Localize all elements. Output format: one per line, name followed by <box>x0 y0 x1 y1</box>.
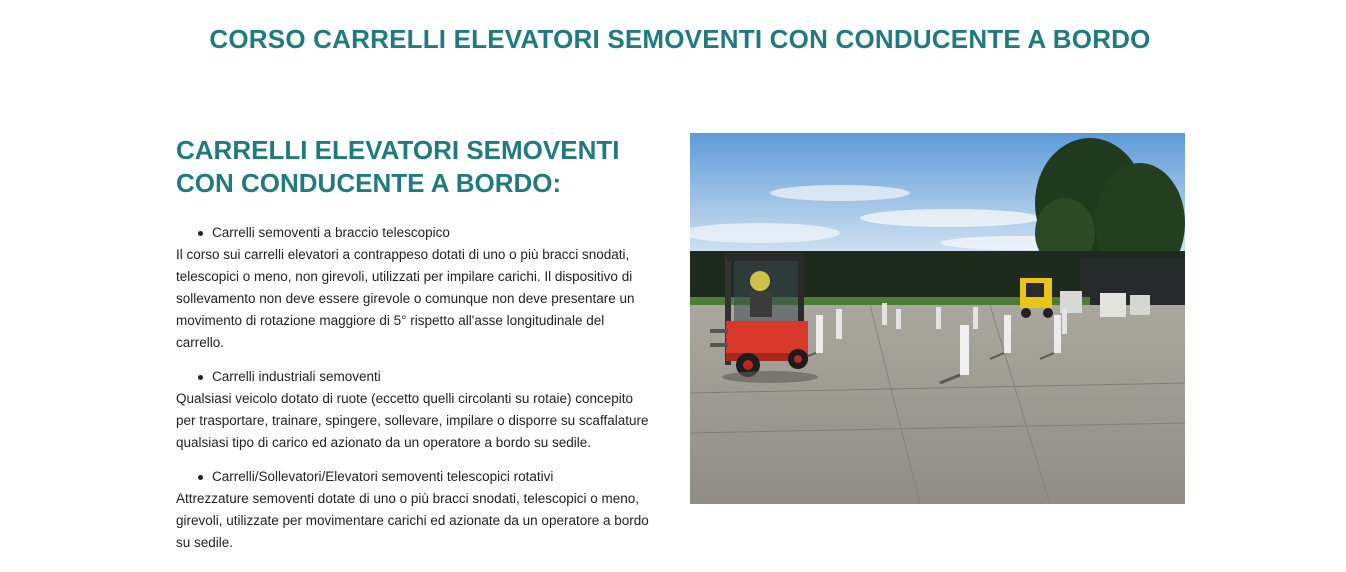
description-line: qualsiasi tipo di carico ed azionato da un operatore a bordo su sedile. <box>176 435 592 450</box>
description-line: sollevamento non deve essere girevole o comunque non deve presentare un <box>176 291 635 306</box>
list-item <box>176 366 676 388</box>
list-item <box>176 466 676 488</box>
course-item-industrial <box>176 366 676 454</box>
section-heading-line-2: CON CONDUCENTE A BORDO: <box>176 168 562 198</box>
description-line: su sedile. <box>176 535 234 550</box>
item-description <box>176 388 676 454</box>
bullet-icon <box>198 375 203 380</box>
content-column <box>176 134 676 566</box>
description-line: Il corso sui carrelli elevatori a contrappeso dotati di uno o più bracci snodati, <box>176 247 630 262</box>
bullet-icon <box>198 231 203 236</box>
list-item <box>176 222 676 244</box>
item-description <box>176 244 676 354</box>
item-title: Carrelli semoventi a braccio telescopico <box>212 225 450 240</box>
description-line: Attrezzature semoventi dotate di uno o più bracci snodati, telescopici o meno, <box>176 491 640 506</box>
bullet-icon <box>198 475 203 480</box>
description-line: telescopici o meno, non girevoli, utilizzati per impilare carichi. Il dispositivo di <box>176 269 633 284</box>
item-description <box>176 488 676 554</box>
description-line: Qualsiasi veicolo dotato di ruote (eccetto quelli circolanti su rotaie) concepito <box>176 391 633 406</box>
description-line: carrello. <box>176 335 225 350</box>
page-title: CORSO CARRELLI ELEVATORI SEMOVENTI CON CONDUCENTE A BORDO <box>209 24 1151 54</box>
description-line: movimento di rotazione maggiore di 5° rispetto all'asse longitudinale del <box>176 313 605 328</box>
item-title: Carrelli industriali semoventi <box>212 369 381 384</box>
forklift-training-image <box>690 133 1185 504</box>
description-line: per trasportare, trainare, spingere, sollevare, impilare o disporre su scaffalature <box>176 413 649 428</box>
forklift-training-photo <box>690 133 1185 504</box>
section-heading <box>176 134 676 200</box>
item-title: Carrelli/Sollevatori/Elevatori semoventi telescopici rotativi <box>212 469 554 484</box>
course-item-rotary <box>176 466 676 554</box>
section-heading-line-1: CARRELLI ELEVATORI SEMOVENTI <box>176 135 620 165</box>
description-line: girevoli, utilizzate per movimentare carichi ed azionate da un operatore a bordo <box>176 513 649 528</box>
course-item-telescopic <box>176 222 676 354</box>
